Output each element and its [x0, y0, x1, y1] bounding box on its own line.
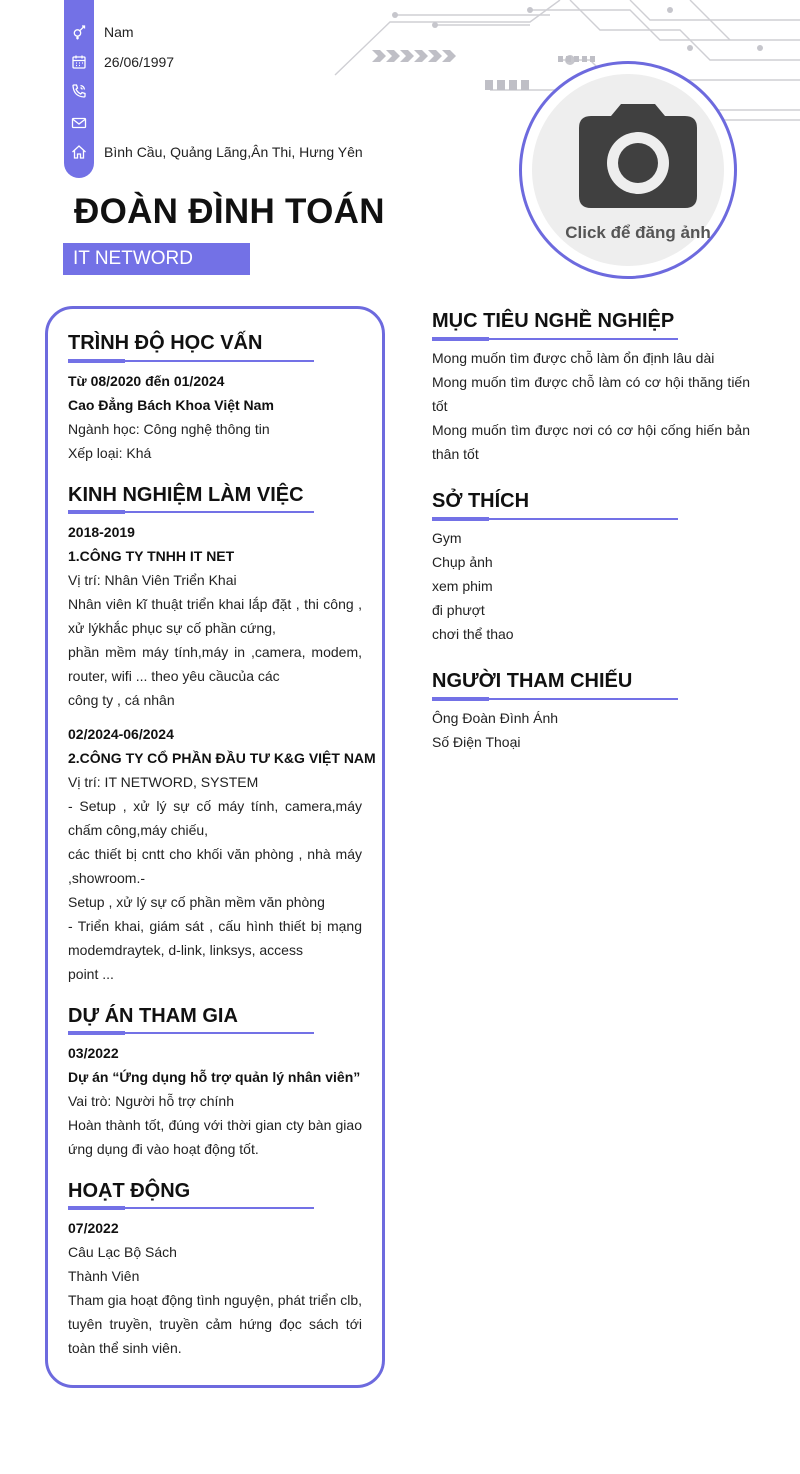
job-company: 2.CÔNG TY CỔ PHẦN ĐẦU TƯ K&G VIỆT NAM [68, 750, 376, 766]
candidate-name: ĐOÀN ĐÌNH TOÁN [74, 192, 385, 231]
activity-line: Câu Lạc Bộ Sách [68, 1244, 177, 1260]
experience-heading: KINH NGHIỆM LÀM VIỆC [68, 484, 304, 506]
activities-divider [68, 1207, 314, 1209]
project-date: 03/2022 [68, 1045, 119, 1061]
project-name: Dự án “Ứng dụng hỗ trợ quản lý nhân viên” [68, 1069, 361, 1085]
activity-date: 07/2022 [68, 1220, 119, 1236]
objective-line: thân tốt [432, 446, 479, 462]
job-line: công ty , cá nhân [68, 692, 175, 708]
hobbies-divider [432, 518, 678, 520]
job-line: - Triển khai, giám sát , cấu hình thiết bị mạng [68, 918, 362, 934]
job-line: xử lýkhắc phục sự cố phần cứng, [68, 620, 276, 636]
job-line: point ... [68, 966, 114, 982]
reference-item: Số Điện Thoại [432, 734, 521, 750]
education-divider [68, 360, 314, 362]
home-icon [70, 143, 88, 161]
activity-line: Tham gia hoạt động tình nguyện, phát triển clb, [68, 1292, 362, 1308]
photo-upload[interactable] [519, 61, 737, 279]
job-line: phần mềm máy tính,máy in ,camera, modem, [68, 644, 362, 660]
objective-divider [432, 338, 678, 340]
job-line: Vị trí: Nhân Viên Triển Khai [68, 572, 237, 588]
references-divider [432, 698, 678, 700]
dob-text: 26/06/1997 [104, 54, 175, 70]
job-line: - Setup , xử lý sự cố máy tính, camera,máy [68, 798, 362, 814]
objective-line: Mong muốn tìm được chỗ làm ổn định lâu dài [432, 350, 715, 366]
education-period: Từ 08/2020 đến 01/2024 [68, 373, 225, 389]
activity-line: toàn thể sinh viên. [68, 1340, 182, 1356]
hobby-item: Gym [432, 530, 462, 546]
job-period: 02/2024-06/2024 [68, 726, 174, 742]
hobby-item: chơi thể thao [432, 626, 514, 642]
photo-placeholder[interactable] [532, 74, 724, 266]
activity-line: tuyên truyền, truyền cảm hứng đọc sách tới [68, 1316, 362, 1332]
education-school: Cao Đẳng Bách Khoa Việt Nam [68, 397, 274, 413]
objective-heading: MỤC TIÊU NGHỀ NGHIỆP [432, 310, 675, 332]
address-text: Bình Cầu, Quảng Lãng,Ân Thi, Hưng Yên [104, 144, 363, 160]
email-icon [70, 114, 88, 132]
project-line: Vai trò: Người hỗ trợ chính [68, 1093, 234, 1109]
experience-divider [68, 511, 314, 513]
camera-icon [579, 104, 697, 208]
references-heading: NGƯỜI THAM CHIẾU [432, 670, 633, 692]
objective-line: tốt [432, 398, 448, 414]
job-title-badge: IT NETWORD [63, 243, 250, 275]
education-heading: TRÌNH ĐỘ HỌC VẤN [68, 332, 263, 354]
gender-text: Nam [104, 24, 134, 40]
education-major: Ngành học: Công nghệ thông tin [68, 421, 270, 437]
job-line: các thiết bị cntt cho khối văn phòng , nhà máy [68, 846, 362, 862]
job-line: chấm công,máy chiếu, [68, 822, 209, 838]
objective-line: Mong muốn tìm được chỗ làm có cơ hội thăng tiến [432, 374, 750, 390]
job-line: Nhân viên kĩ thuật triển khai lắp đặt , thi công , [68, 596, 362, 612]
job-line: router, wifi ... theo yêu cầucủa các [68, 668, 280, 684]
activities-heading: HOẠT ĐỘNG [68, 1180, 191, 1202]
job-line: ,showroom.- [68, 870, 146, 886]
reference-item: Ông Đoàn Đình Ánh [432, 710, 559, 726]
job-line: Vị trí: IT NETWORD, SYSTEM [68, 774, 259, 790]
job-line: Setup , xử lý sự cố phần mềm văn phòng [68, 894, 325, 910]
activity-line: Thành Viên [68, 1268, 140, 1284]
hobby-item: đi phượt [432, 602, 485, 618]
project-line: ứng dụng đi vào hoạt động tốt. [68, 1141, 259, 1157]
hobby-item: Chụp ảnh [432, 554, 493, 570]
phone-icon [70, 82, 88, 100]
hobby-item: xem phim [432, 578, 493, 594]
project-line: Hoàn thành tốt, đúng với thời gian cty bàn giao [68, 1117, 362, 1133]
job-line: modemdraytek, d-link, linksys, access [68, 942, 303, 958]
projects-heading: DỰ ÁN THAM GIA [68, 1005, 238, 1027]
gender-icon [70, 23, 88, 41]
hobbies-heading: SỞ THÍCH [432, 490, 530, 512]
job-period: 2018-2019 [68, 524, 135, 540]
photo-upload-label[interactable]: Click để đăng ảnh [565, 223, 711, 242]
projects-divider [68, 1032, 314, 1034]
calendar-icon [70, 53, 88, 71]
job-company: 1.CÔNG TY TNHH IT NET [68, 548, 235, 564]
education-grade: Xếp loại: Khá [68, 445, 152, 461]
objective-line: Mong muốn tìm được nơi có cơ hội cống hiến bản [432, 422, 750, 438]
